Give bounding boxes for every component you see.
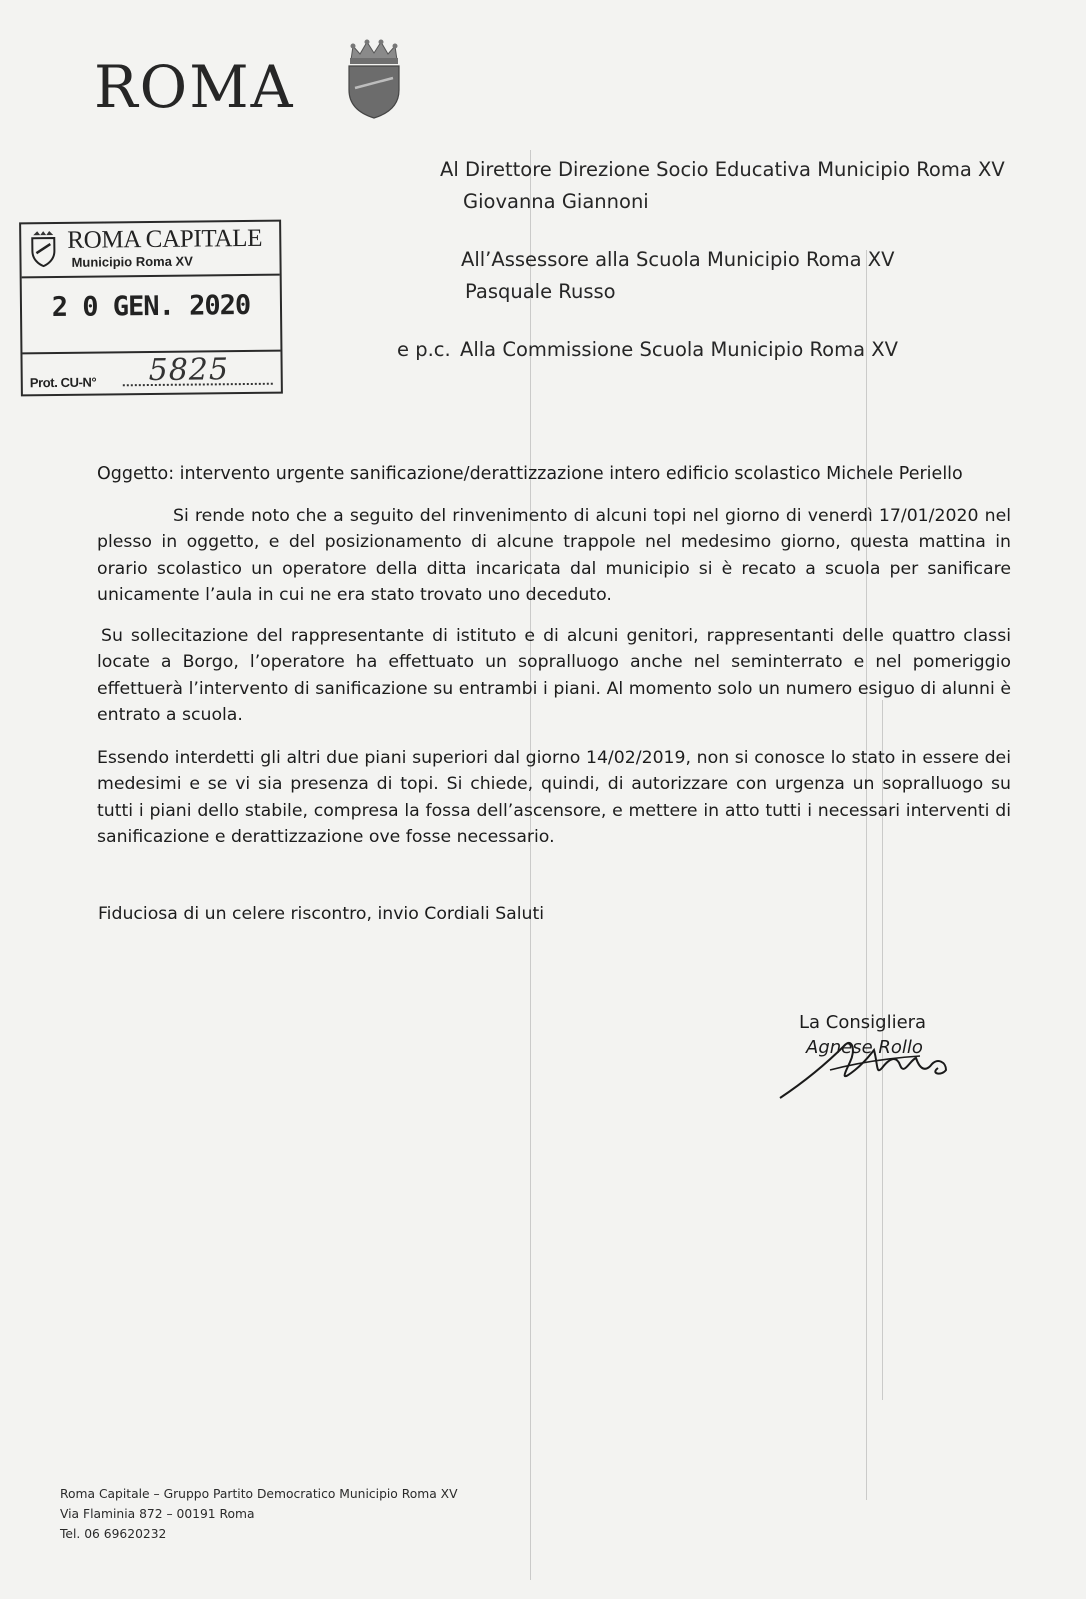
protocol-stamp <box>19 220 283 397</box>
signer-title: La Consigliera <box>799 1012 927 1033</box>
stamp-title: ROMA CAPITALE <box>67 224 263 254</box>
addressee-2: All’Assessore alla Scuola Municipio Roma XV <box>461 248 895 271</box>
addressee-1: Al Direttore Direzione Socio Educativa Municipio Roma XV <box>440 158 1005 181</box>
cc-prefix: e p.c. <box>397 338 451 361</box>
roma-logo-text: ROMA <box>94 53 295 121</box>
letter-subject: Oggetto: intervento urgente sanificazione/derattizzazione intero edificio scolastico Michele Periello <box>97 464 963 484</box>
stamp-date: 2 0 GEN. 2020 <box>51 289 251 324</box>
paragraph-1: Si rende noto che a seguito del rinvenimento di alcuni topi nel giorno di venerdì 17/01/2020 nel plesso in oggetto, e del posizionamento di alcune trappole nel medesimo giorno, questa mattina in orario scolastico un operatore della ditta incaricata dal municipio si è recato a scuola per sanificare unicamente l’aula in cui ne era stato trovato uno deceduto. <box>97 506 1011 605</box>
stamp-protocol-label: Prot. CU-N° <box>29 374 97 391</box>
letter-closing: Fiduciosa di un celere riscontro, invio Cordiali Saluti <box>98 904 545 924</box>
addressee-2-name: Pasquale Russo <box>465 280 616 303</box>
stamp-shield-icon <box>30 231 56 267</box>
scan-artifact <box>530 150 531 1580</box>
footer-line-2: Via Flaminia 872 – 00191 Roma <box>60 1507 255 1521</box>
scan-artifact <box>866 250 867 1500</box>
paragraph-3: Essendo interdetti gli altri due piani superiori dal giorno 14/02/2019, non si conosce lo stato in essere dei medesimi e se vi sia presenza di topi. Si chiede, quindi, di autorizzare con urgenza un sopralluogo su tutti i piani dello stabile, compresa la fossa dell’ascensore, e mettere in atto tutti i necessari interventi di sanificazione e derattizzazione ove fosse necessario. <box>97 748 1011 847</box>
roma-crest-icon <box>343 38 405 120</box>
footer-line-3: Tel. 06 69620232 <box>60 1527 167 1541</box>
footer-line-1: Roma Capitale – Gruppo Partito Democratico Municipio Roma XV <box>60 1487 458 1501</box>
stamp-protocol-number: 5825 <box>148 352 230 389</box>
stamp-protocol-row <box>22 350 280 397</box>
stamp-header <box>21 222 280 279</box>
cc-addressee: Alla Commissione Scuola Municipio Roma XV <box>460 338 898 361</box>
paragraph-2: Su sollecitazione del rappresentante di istituto e di alcuni genitori, rappresentanti delle quattro classi locate a Borgo, l’operatore ha effettuato un sopralluogo anche nel seminterrato e nel pomeriggio effettuerà l’intervento di sanificazione su entrambi i piani. Al momento solo un numero esiguo di alunni è entrato a scuola. <box>97 626 1011 725</box>
handwritten-signature <box>770 1020 970 1105</box>
signer-name: Agnese Rollo <box>806 1037 923 1058</box>
addressee-1-name: Giovanna Giannoni <box>463 190 649 213</box>
stamp-subtitle: Municipio Roma XV <box>71 253 193 270</box>
